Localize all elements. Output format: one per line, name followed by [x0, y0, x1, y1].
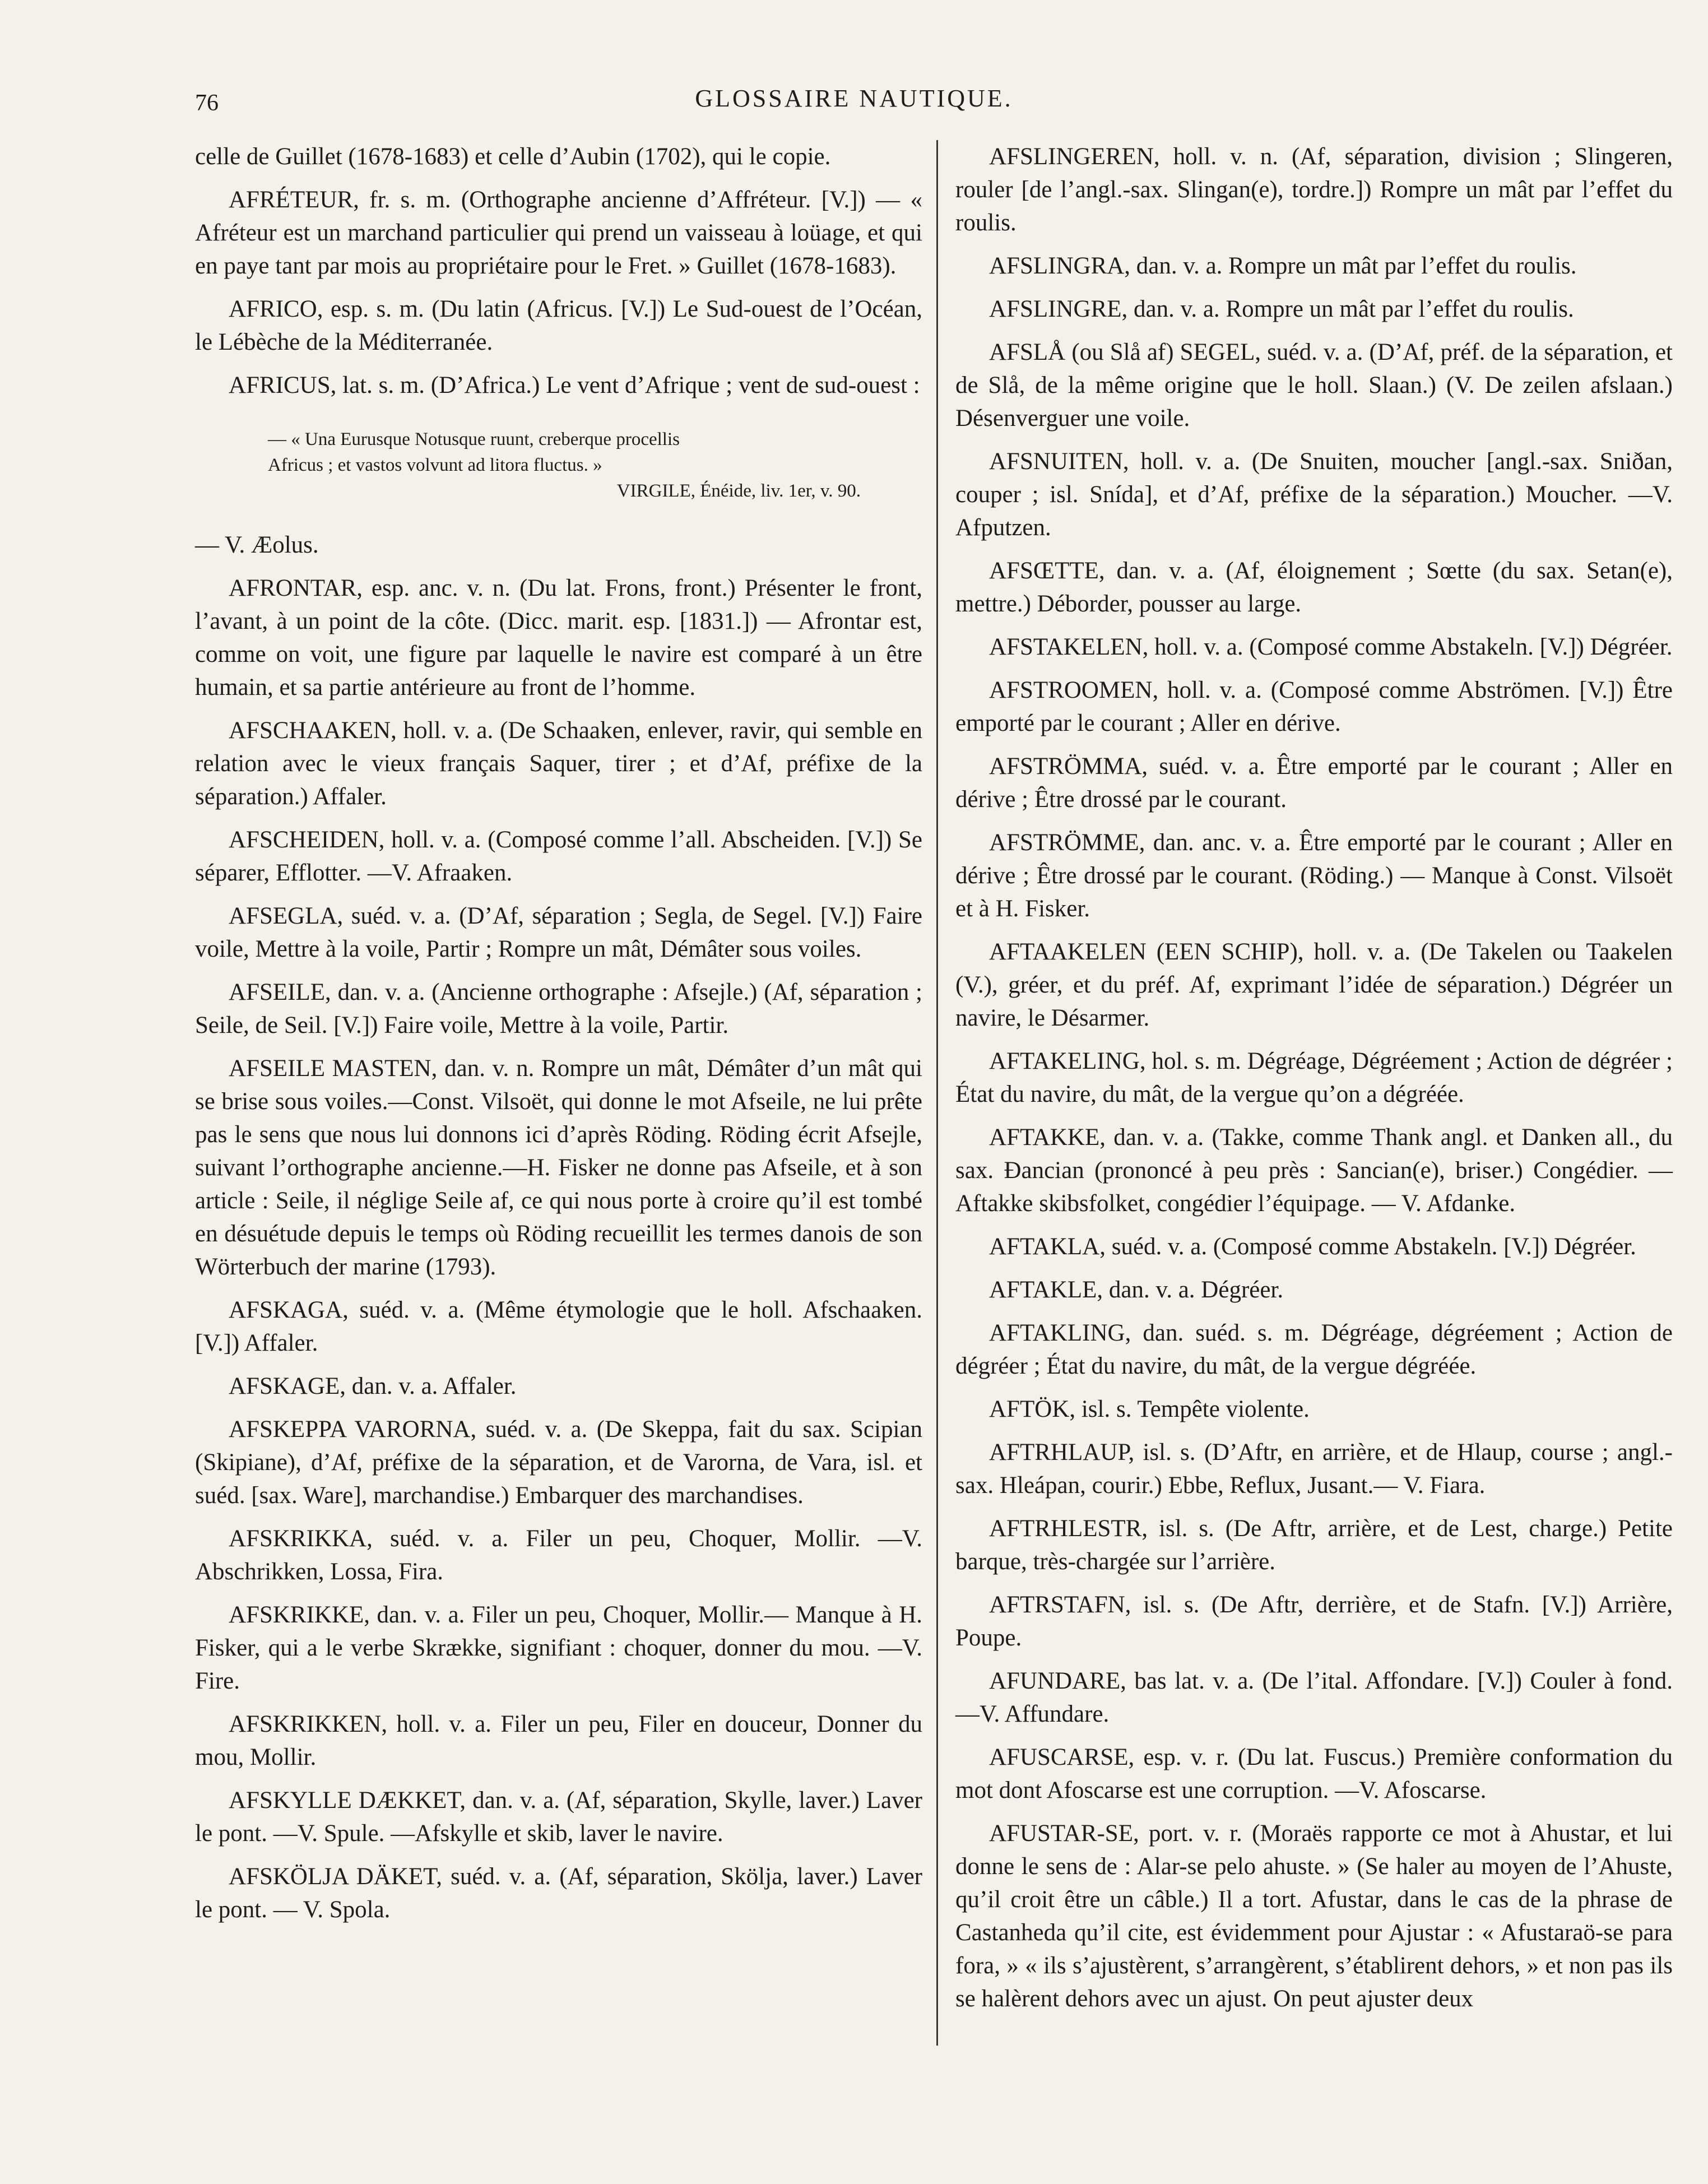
- entry-afschaaken: AFSCHAAKEN, holl. v. a. (De Schaaken, enlever, ravir, qui semble en relation avec le vieux français Saquer, tirer ; et d’Af, préfixe de la séparation.) Affaler.: [195, 717, 922, 810]
- entry-aftakeling: AFTAKELING, hol. s. m. Dégréage, Dégréement ; Action de dégréer ; État du navire, du mât, de la vergue qu’on a dégréée.: [955, 1048, 1673, 1107]
- entry-afslingre: AFSLINGRE, dan. v. a. Rompre un mât par l’effet du roulis.: [989, 296, 1574, 322]
- entry-afsnuiten: AFSNUITEN, holl. v. a. (De Snuiten, moucher [angl.-sax. Sniðan, couper ; isl. Snída], et d’Af, préfixe de la séparation.) Moucher. —V. Afputzen.: [955, 448, 1673, 541]
- entry-aftakling: AFTAKLING, dan. suéd. s. m. Dégréage, dégréement ; Action de dégréer ; État du navire, du mât, de la vergue dégréée.: [955, 1320, 1673, 1379]
- continuation-text: celle de Guillet (1678-1683) et celle d’Aubin (1702), qui le copie.: [195, 143, 831, 170]
- entry-afrontar: AFRONTAR, esp. anc. v. n. (Du lat. Frons, front.) Présenter le front, l’avant, à un point de la côte. (Dicc. marit. esp. [1831.]) — Afrontar est, comme on voit, une figure par laquelle le navire est comparé à un être humain, et sa partie antérieure au front de l’homme.: [195, 575, 922, 701]
- entry-afsla-segel: AFSLÅ (ou Slå af) SEGEL, suéd. v. a. (D’Af, préf. de la séparation, et de Slå, de la même origine que le holl. Slaan.) (V. De zeilen afslaan.) Désenverguer une voile.: [955, 339, 1673, 432]
- virgil-quote: [268, 426, 922, 504]
- entry-afstromme: AFSTRÖMME, dan. anc. v. a. Être emporté par le courant ; Aller en dérive ; Être drossé par le courant. (Röding.) — Manque à Const. Vilsoët et à H. Fisker.: [955, 829, 1673, 922]
- entry-afsegla: AFSEGLA, suéd. v. a. (D’Af, séparation ; Segla, de Segel. [V.]) Faire voile, Mettre à la voile, Partir ; Rompre un mât, Démâter sous voiles.: [195, 903, 922, 962]
- column-divider: [936, 140, 938, 2046]
- entry-aftok: AFTÖK, isl. s. Tempête violente.: [989, 1396, 1310, 1422]
- entry-afskylle-daekket: AFSKYLLE DÆKKET, dan. v. a. (Af, séparation, Skylle, laver.) Laver le pont. —V. Spule. —Afskylle et skib, laver le navire.: [195, 1787, 922, 1847]
- page-number: 76: [195, 90, 219, 116]
- entry-afskage: AFSKAGE, dan. v. a. Affaler.: [229, 1373, 517, 1399]
- see-also-aeolus: — V. Æolus.: [195, 532, 319, 558]
- entry-afreteur: AFRÉTEUR, fr. s. m. (Orthographe ancienne d’Affréteur. [V.]) — « Afréteur est un marchand particulier qui prend un vaisseau à loüage, et qui en paye tant par mois au propriétaire pour le Fret. » Guillet (1678-1683).: [195, 187, 922, 279]
- quote-attribution: VIRGILE, Énéide, liv. 1er, v. 90.: [616, 481, 861, 501]
- entry-aftrhlaup: AFTRHLAUP, isl. s. (D’Aftr, en arrière, et de Hlaup, course ; angl.-sax. Hleápan, courir.) Ebbe, Reflux, Jusant.— V. Fiara.: [955, 1439, 1673, 1499]
- entry-aftrstafn: AFTRSTAFN, isl. s. (De Aftr, derrière, et de Stafn. [V.]) Arrière, Poupe.: [955, 1592, 1673, 1651]
- entry-afscheiden: AFSCHEIDEN, holl. v. a. (Composé comme l’all. Abscheiden. [V.]) Se séparer, Efflotter. —V. Afraaken.: [195, 827, 922, 886]
- entry-afskrikken: AFSKRIKKEN, holl. v. a. Filer un peu, Filer en douceur, Donner du mou, Mollir.: [195, 1711, 922, 1770]
- entry-afundare: AFUNDARE, bas lat. v. a. (De l’ital. Affondare. [V.]) Couler à fond. —V. Affundare.: [955, 1668, 1673, 1727]
- entry-afustar-se: AFUSTAR-SE, port. v. r. (Moraës rapporte ce mot à Ahustar, et lui donne le sens de : Alar-se pelo ahuste. » (Se haler au moyen de l’Ahuste, qu’il croit être un câble.) Il a tort. Afustar, dans le cas de la phrase de Castanheda qu’il cite, est évidemment pour Ajustar : « Afustaraö-se para fora, » « ils s’ajustèrent, s’arrangèrent, s’établirent dehors, » et non pas ils se halèrent dehors avec un ajust. On peut ajuster deux: [955, 1820, 1673, 2012]
- entry-afskrikka: AFSKRIKKA, suéd. v. a. Filer un peu, Choquer, Mollir. —V. Abschrikken, Lossa, Fira.: [195, 1525, 922, 1585]
- entry-afskrikke: AFSKRIKKE, dan. v. a. Filer un peu, Choquer, Mollir.— Manque à H. Fisker, qui a le verbe Skrække, signifiant : choquer, donner du mou. —V. Fire.: [195, 1602, 922, 1694]
- entry-afseile-masten: AFSEILE MASTEN, dan. v. n. Rompre un mât, Démâter d’un mât qui se brise sous voiles.—Const. Vilsoët, qui donne le mot Afseile, ne lui prête pas le sens que nous lui donnons ici d’après Röding. Röding écrit Afsejle, suivant l’orthographe ancienne.—H. Fisker ne donne pas Afseile, et à son article : Seile, il néglige Seile af, ce qui nous porte à croire qu’il est tombé en désuétude depuis le temps où Röding recueillit les termes danois de son Wörterbuch der marine (1793).: [195, 1055, 922, 1280]
- entry-afuscarse: AFUSCARSE, esp. v. r. (Du lat. Fuscus.) Première conformation du mot dont Afoscarse est une corruption. —V. Afoscarse.: [955, 1744, 1673, 1803]
- entry-afslingeren: AFSLINGEREN, holl. v. n. (Af, séparation, division ; Slingeren, rouler [de l’angl.-sax. Slingan(e), tordre.]) Rompre un mât par l’effet du roulis.: [955, 143, 1673, 236]
- entry-afseile: AFSEILE, dan. v. a. (Ancienne orthographe : Afsejle.) (Af, séparation ; Seile, de Seil. [V.]) Faire voile, Mettre à la voile, Partir.: [195, 979, 922, 1038]
- right-column: [955, 140, 1673, 2025]
- entry-afskaga: AFSKAGA, suéd. v. a. (Même étymologie que le holl. Afschaaken. [V.]) Affaler.: [195, 1297, 922, 1356]
- entry-afskeppa-varorna: AFSKEPPA VARORNA, suéd. v. a. (De Skeppa, fait du sax. Scipian (Skipiane), d’Af, préfixe de la séparation, et de Varorna, de Vara, isl. et suéd. [sax. Ware], marchandise.) Embarquer des marchandises.: [195, 1416, 922, 1509]
- entry-afstromma: AFSTRÖMMA, suéd. v. a. Être emporté par le courant ; Aller en dérive ; Être drossé par le courant.: [955, 753, 1673, 813]
- entry-africo: AFRICO, esp. s. m. (Du latin (Africus. [V.]) Le Sud-ouest de l’Océan, le Lébèche de la Méditerranée.: [195, 296, 922, 355]
- entry-afslingra: AFSLINGRA, dan. v. a. Rompre un mât par l’effet du roulis.: [989, 253, 1577, 279]
- entry-aftaakelen: AFTAAKELEN (EEN SCHIP), holl. v. a. (De Takelen ou Taakelen (V.), gréer, et du préf. Af, exprimant l’idée de séparation.) Dégréer un navire, le Désarmer.: [955, 939, 1673, 1031]
- left-column: [195, 140, 922, 1936]
- entry-afstroomen: AFSTROOMEN, holl. v. a. (Composé comme Abströmen. [V.]) Être emporté par le courant ; Aller en dérive.: [955, 677, 1673, 736]
- entry-aftakla: AFTAKLA, suéd. v. a. (Composé comme Abstakeln. [V.]) Dégréer.: [989, 1234, 1636, 1260]
- entry-aftakke: AFTAKKE, dan. v. a. (Takke, comme Thank angl. et Danken all., du sax. Ðancian (prononcé à peu près : Sancian(e), briser.) Congédier. — Aftakke skibsfolket, congédier l’équipage. — V. Afdanke.: [955, 1124, 1673, 1217]
- entry-aftrhlestr: AFTRHLESTR, isl. s. (De Aftr, arrière, et de Lest, charge.) Petite barque, très-chargée sur l’arrière.: [955, 1515, 1673, 1575]
- entry-africus: AFRICUS, lat. s. m. (D’Africa.) Le vent d’Afrique ; vent de sud-ouest :: [229, 372, 920, 398]
- quote-line-1: — « Una Eurusque Notusque ruunt, creberque procellis: [268, 429, 680, 449]
- entry-afskolja-daket: AFSKÖLJA DÄKET, suéd. v. a. (Af, séparation, Skölja, laver.) Laver le pont. — V. Spola.: [195, 1863, 922, 1923]
- entry-aftakle: AFTAKLE, dan. v. a. Dégréer.: [989, 1277, 1284, 1303]
- entry-afsoette: AFSŒTTE, dan. v. a. (Af, éloignement ; Sœtte (du sax. Setan(e), mettre.) Déborder, pousser au large.: [955, 558, 1673, 617]
- entry-afstakelen: AFSTAKELEN, holl. v. a. (Composé comme Abstakeln. [V.]) Dégréer.: [989, 634, 1673, 660]
- quote-line-2: Africus ; et vastos volvunt ad litora fluctus. »: [268, 455, 602, 475]
- running-title: GLOSSAIRE NAUTIQUE.: [695, 85, 1013, 112]
